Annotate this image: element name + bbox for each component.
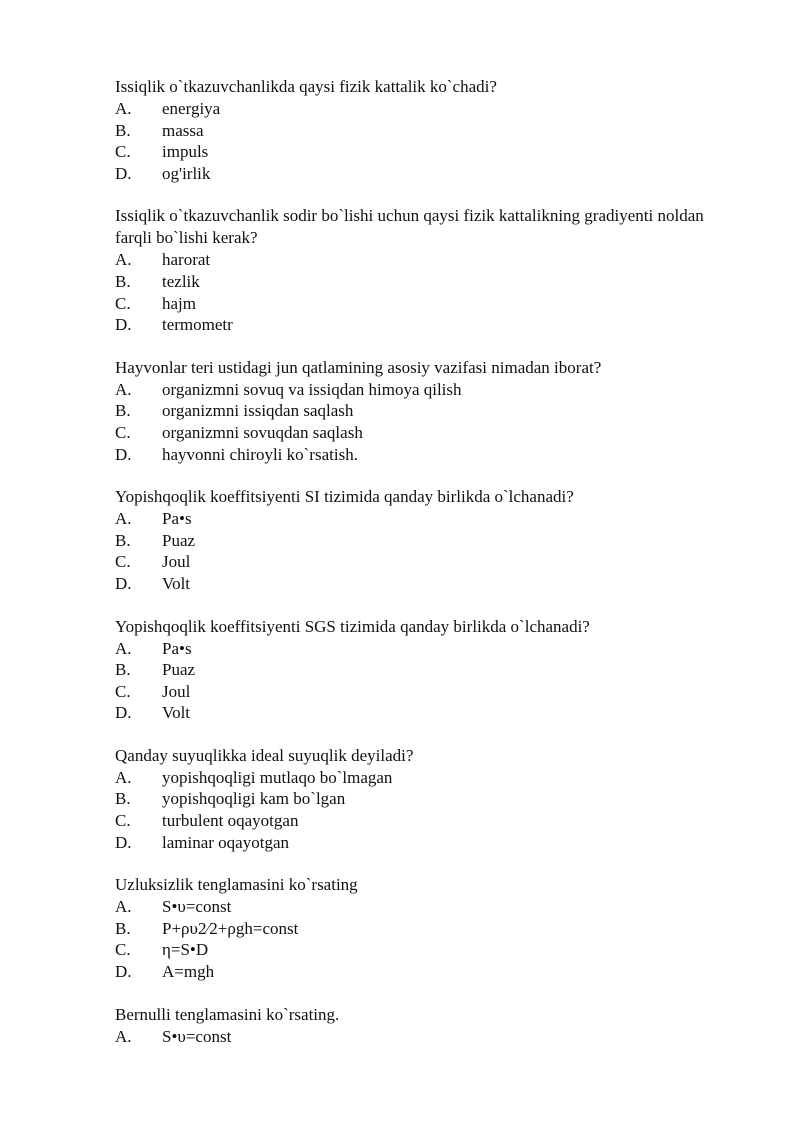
option-text: Puaz	[162, 660, 196, 680]
option-letter: D.	[115, 832, 132, 852]
option-letter: B.	[115, 789, 131, 809]
option-text: organizmni sovuq va issiqdan himoya qilish	[162, 379, 462, 399]
question-text: Qanday suyuqlikka ideal suyuqlik deyiladi?	[115, 745, 414, 765]
option-letter: B.	[115, 918, 131, 938]
option-a	[115, 508, 735, 530]
option-letter: B.	[115, 401, 131, 421]
option-c	[115, 551, 735, 573]
option-text: energiya	[162, 99, 221, 118]
option-letter: D.	[115, 315, 132, 335]
question-text: Hayvonlar teri ustidagi jun qatlamining asosiy vazifasi nimadan iborat?	[115, 357, 602, 377]
option-c	[115, 939, 735, 961]
question-8	[115, 1004, 735, 1048]
option-letter: A.	[115, 767, 132, 787]
option-letter: D.	[115, 703, 132, 723]
option-text: Joul	[162, 552, 191, 572]
option-text: tezlik	[162, 271, 200, 291]
option-text: Pa•s	[162, 638, 192, 658]
document-page	[115, 76, 735, 1068]
option-text: Puaz	[162, 530, 196, 550]
question-text: Issiqlik o`tkazuvchanlik sodir bo`lishi uchun qaysi fizik kattalikning gradiyenti noldan farqli bo`lishi kerak?	[115, 206, 704, 248]
option-text: P+ρυ2⁄2+ρgh=const	[162, 918, 299, 938]
option-text: og'irlik	[162, 163, 211, 183]
option-letter: C.	[115, 940, 131, 960]
option-b	[115, 530, 735, 552]
option-letter: D.	[115, 163, 132, 183]
option-d	[115, 444, 735, 466]
option-letter: A.	[115, 379, 132, 399]
option-text: hayvonni chiroyli ko`rsatish.	[162, 444, 358, 464]
option-letter: D.	[115, 573, 132, 593]
option-text: harorat	[162, 250, 211, 270]
option-b	[115, 918, 735, 940]
question-text: Yopishqoqlik koeffitsiyenti SI tizimida qanday birlikda o`lchanadi?	[115, 487, 574, 507]
option-text: laminar oqayotgan	[162, 832, 289, 852]
option-text: Volt	[162, 703, 191, 723]
option-c	[115, 810, 735, 832]
option-text: Pa•s	[162, 509, 192, 529]
option-letter: A.	[115, 99, 132, 118]
option-b	[115, 400, 735, 422]
option-a	[115, 767, 735, 789]
question-3	[115, 357, 735, 465]
option-letter: C.	[115, 293, 131, 313]
option-d	[115, 573, 735, 595]
option-c	[115, 141, 735, 163]
option-text: Joul	[162, 681, 191, 701]
option-a	[115, 1026, 735, 1048]
question-text: Bernulli tenglamasini ko`rsating.	[115, 1004, 340, 1024]
question-5	[115, 616, 735, 724]
question-6	[115, 745, 735, 853]
option-b	[115, 659, 735, 681]
option-a	[115, 379, 735, 401]
option-letter: B.	[115, 120, 131, 140]
option-letter: A.	[115, 1026, 132, 1046]
option-letter: D.	[115, 444, 132, 464]
option-text: S•υ=const	[162, 897, 232, 917]
question-text: Issiqlik o`tkazuvchanlikda qaysi fizik kattalik ko`chadi?	[115, 77, 497, 96]
option-a	[115, 249, 735, 271]
option-letter: C.	[115, 552, 131, 572]
option-text: massa	[162, 120, 204, 140]
option-text: organizmni issiqdan saqlash	[162, 401, 354, 421]
question-7	[115, 874, 735, 982]
option-text: termometr	[162, 315, 233, 335]
option-letter: A.	[115, 638, 132, 658]
option-b	[115, 271, 735, 293]
option-letter: C.	[115, 422, 131, 442]
option-text: organizmni sovuqdan saqlash	[162, 422, 363, 442]
option-letter: C.	[115, 681, 131, 701]
option-letter: B.	[115, 271, 131, 291]
option-letter: A.	[115, 897, 132, 917]
option-d	[115, 314, 735, 336]
option-d	[115, 163, 735, 185]
option-c	[115, 293, 735, 315]
option-letter: A.	[115, 509, 132, 529]
option-a	[115, 638, 735, 660]
option-text: yopishqoqligi mutlaqo bo`lmagan	[162, 767, 393, 787]
option-text: η=S•D	[162, 940, 209, 960]
option-b	[115, 788, 735, 810]
option-text: turbulent oqayotgan	[162, 811, 299, 831]
option-letter: C.	[115, 811, 131, 831]
option-letter: B.	[115, 530, 131, 550]
option-text: A=mgh	[162, 962, 215, 982]
option-b	[115, 120, 735, 142]
option-text: impuls	[162, 142, 209, 162]
option-letter: D.	[115, 962, 132, 982]
option-text: yopishqoqligi kam bo`lgan	[162, 789, 346, 809]
option-c	[115, 422, 735, 444]
option-text: hajm	[162, 293, 196, 313]
question-2	[115, 205, 735, 335]
option-text: S•υ=const	[162, 1026, 232, 1046]
question-1	[115, 76, 735, 184]
option-d	[115, 832, 735, 854]
option-text: Volt	[162, 573, 191, 593]
option-a	[115, 896, 735, 918]
option-a	[115, 98, 735, 120]
question-text: Yopishqoqlik koeffitsiyenti SGS tizimida qanday birlikda o`lchanadi?	[115, 616, 590, 636]
option-d	[115, 961, 735, 983]
option-d	[115, 702, 735, 724]
option-letter: C.	[115, 142, 131, 162]
option-letter: B.	[115, 660, 131, 680]
option-letter: A.	[115, 250, 132, 270]
question-text: Uzluksizlik tenglamasini ko`rsating	[115, 875, 358, 895]
option-c	[115, 681, 735, 703]
question-4	[115, 486, 735, 594]
